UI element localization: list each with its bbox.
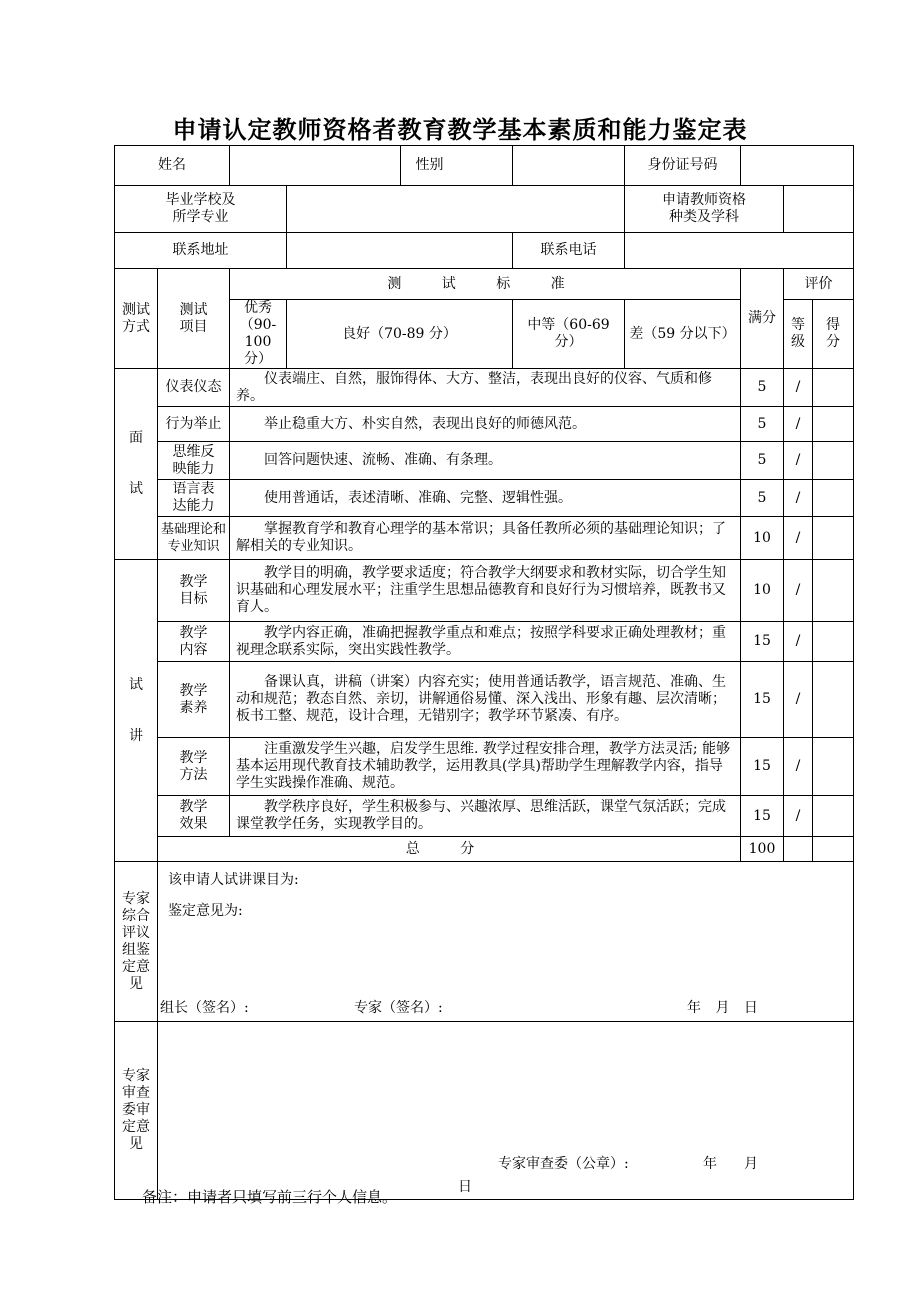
full-score-value: 5	[741, 442, 784, 480]
opinion-label: 鉴定意见为:	[168, 903, 243, 919]
trial-criteria: 教学秩序良好，学生积极参与、兴趣浓厚、思维活跃，课堂气氛活跃；完成课堂教学任务，实现教学目的。	[230, 796, 741, 837]
interview-row	[115, 407, 854, 442]
grade-value: /	[784, 560, 813, 622]
interview-row	[115, 369, 854, 407]
full-score-value: 10	[741, 517, 784, 560]
trial-row	[115, 622, 854, 662]
leader-sign: 组长（签名）:	[160, 1000, 249, 1016]
interview-method: 面 试	[115, 369, 158, 560]
committee-year: 年	[703, 1156, 717, 1172]
grade-value: /	[784, 480, 813, 517]
interview-row	[115, 480, 854, 517]
review-committee-row	[115, 1022, 854, 1200]
trial-row	[115, 560, 854, 622]
personal-row-2	[115, 186, 854, 233]
total-row	[115, 837, 854, 862]
full-score-value: 10	[741, 560, 784, 622]
expert-group-row	[115, 862, 854, 1022]
score-field[interactable]	[813, 738, 854, 796]
total-full-score: 100	[741, 837, 784, 862]
total-label: 总 分	[158, 837, 741, 862]
medium-header: 中等（60-69 分）	[513, 300, 625, 369]
trial-item-name: 教学 效果	[158, 796, 230, 837]
interview-criteria: 举止稳重大方、朴实自然，表现出良好的师德风范。	[230, 407, 741, 442]
school-field[interactable]	[287, 186, 625, 233]
grade-value: /	[784, 369, 813, 407]
expert-group-opinion[interactable]	[158, 862, 854, 1022]
trial-item-name: 教学 内容	[158, 622, 230, 662]
score-field[interactable]	[813, 480, 854, 517]
appraisal-form-table	[114, 145, 854, 1200]
interview-item-name: 思维反 映能力	[158, 442, 230, 480]
grade-value: /	[784, 442, 813, 480]
expert-group-label: 专家 综合 评议 组鉴 定意 见	[115, 862, 158, 1022]
score-field[interactable]	[813, 442, 854, 480]
full-score-value: 15	[741, 796, 784, 837]
id-label: 身份证号码	[625, 146, 741, 186]
interview-row	[115, 517, 854, 560]
review-committee-label: 专家 审查 委审 定意 见	[115, 1022, 158, 1200]
full-score-value: 5	[741, 407, 784, 442]
item-header: 测试 项目	[158, 269, 230, 369]
grade-value: /	[784, 796, 813, 837]
personal-row-3	[115, 233, 854, 269]
full-score-value: 15	[741, 662, 784, 738]
full-score-value: 15	[741, 622, 784, 662]
header-row-1	[115, 269, 854, 300]
committee-month: 月	[744, 1156, 758, 1172]
score-field[interactable]	[813, 517, 854, 560]
id-field[interactable]	[741, 146, 854, 186]
interview-criteria: 使用普通话，表述清晰、准确、完整、逻辑性强。	[230, 480, 741, 517]
interview-row	[115, 442, 854, 480]
score-header: 得 分	[813, 300, 854, 369]
grade-value: /	[784, 517, 813, 560]
poor-header: 差（59 分以下）	[625, 300, 741, 369]
trial-item-name: 教学 素养	[158, 662, 230, 738]
form-title: 申请认定教师资格者教育教学基本素质和能力鉴定表	[172, 116, 748, 144]
topic-label: 该申请人试讲课目为:	[168, 872, 299, 888]
score-field[interactable]	[813, 369, 854, 407]
committee-day: 日	[458, 1179, 472, 1195]
grade-value: /	[784, 738, 813, 796]
method-header: 测试 方式	[115, 269, 158, 369]
trial-criteria: 注重激发学生兴趣，启发学生思维. 教学过程安排合理，教学方法灵活; 能够基本运用现代教育技术辅助教学，运用教具(学具)帮助学生理解教学内容，指导学生实践操作准确、规范。	[230, 738, 741, 796]
committee-stamp: 专家审查委（公章）:	[498, 1156, 629, 1172]
school-label: 毕业学校及 所学专业	[115, 186, 287, 233]
score-field[interactable]	[813, 662, 854, 738]
gender-label: 性别	[401, 146, 513, 186]
gender-field[interactable]	[513, 146, 625, 186]
score-field[interactable]	[813, 407, 854, 442]
expert-sign: 专家（签名）:	[354, 1000, 443, 1016]
interview-criteria: 仪表端庄、自然，服饰得体、大方、整洁，表现出良好的仪容、气质和修养。	[230, 369, 741, 407]
total-score-field[interactable]	[813, 837, 854, 862]
interview-criteria: 掌握教育学和教育心理学的基本常识；具备任教所必须的基础理论知识；了解相关的专业知识。	[230, 517, 741, 560]
group-date: 年 月 日	[687, 1000, 758, 1016]
full-score-value: 15	[741, 738, 784, 796]
trial-criteria: 教学目的明确，教学要求适度；符合教学大纲要求和教材实际，切合学生知识基础和心理发展水平；注重学生思想品德教育和良好行为习惯培养，既教书又育人。	[230, 560, 741, 622]
interview-criteria: 回答问题快速、流畅、准确、有条理。	[230, 442, 741, 480]
excellent-header: 优秀 （90-100 分）	[230, 300, 287, 369]
trial-item-name: 教学 方法	[158, 738, 230, 796]
trial-criteria: 教学内容正确，准确把握教学重点和难点；按照学科要求正确处理教材；重视理念联系实际，突出实践性教学。	[230, 622, 741, 662]
trial-row	[115, 738, 854, 796]
phone-field[interactable]	[625, 233, 854, 269]
total-grade-field[interactable]	[784, 837, 813, 862]
score-field[interactable]	[813, 622, 854, 662]
interview-item-name: 行为举止	[158, 407, 230, 442]
address-label: 联系地址	[115, 233, 287, 269]
grade-value: /	[784, 407, 813, 442]
qualification-field[interactable]	[784, 186, 854, 233]
full-score-value: 5	[741, 369, 784, 407]
phone-label: 联系电话	[513, 233, 625, 269]
interview-item-name: 仪表仪态	[158, 369, 230, 407]
trial-row	[115, 662, 854, 738]
trial-method: 试 讲	[115, 560, 158, 862]
score-field[interactable]	[813, 560, 854, 622]
score-field[interactable]	[813, 796, 854, 837]
trial-row	[115, 796, 854, 837]
footnote: 备注：申请者只填写前三行个人信息。	[142, 1188, 398, 1206]
full-score-header: 满分	[741, 269, 784, 369]
evaluation-header: 评价	[784, 269, 854, 300]
personal-row-1	[115, 146, 854, 186]
standard-header: 测 试 标 准	[230, 269, 741, 300]
trial-criteria: 备课认真，讲稿（讲案）内容充实；使用普通话教学，语言规范、准确、生动和规范；教态自然、亲切，讲解通俗易懂、深入浅出、形象有趣、层次清晰；板书工整、规范，设计合理，无错别字；教学环节紧凑、有序。	[230, 662, 741, 738]
name-field[interactable]	[230, 146, 401, 186]
address-field[interactable]	[287, 233, 513, 269]
grade-value: /	[784, 662, 813, 738]
name-label: 姓名	[115, 146, 230, 186]
full-score-value: 5	[741, 480, 784, 517]
interview-item-name: 语言表 达能力	[158, 480, 230, 517]
grade-header: 等 级	[784, 300, 813, 369]
interview-item-name: 基础理论和 专业知识	[158, 517, 230, 560]
qualification-label: 申请教师资格 种类及学科	[625, 186, 784, 233]
review-committee-opinion[interactable]	[158, 1022, 854, 1200]
good-header: 良好（70-89 分）	[287, 300, 513, 369]
grade-value: /	[784, 622, 813, 662]
trial-item-name: 教学 目标	[158, 560, 230, 622]
